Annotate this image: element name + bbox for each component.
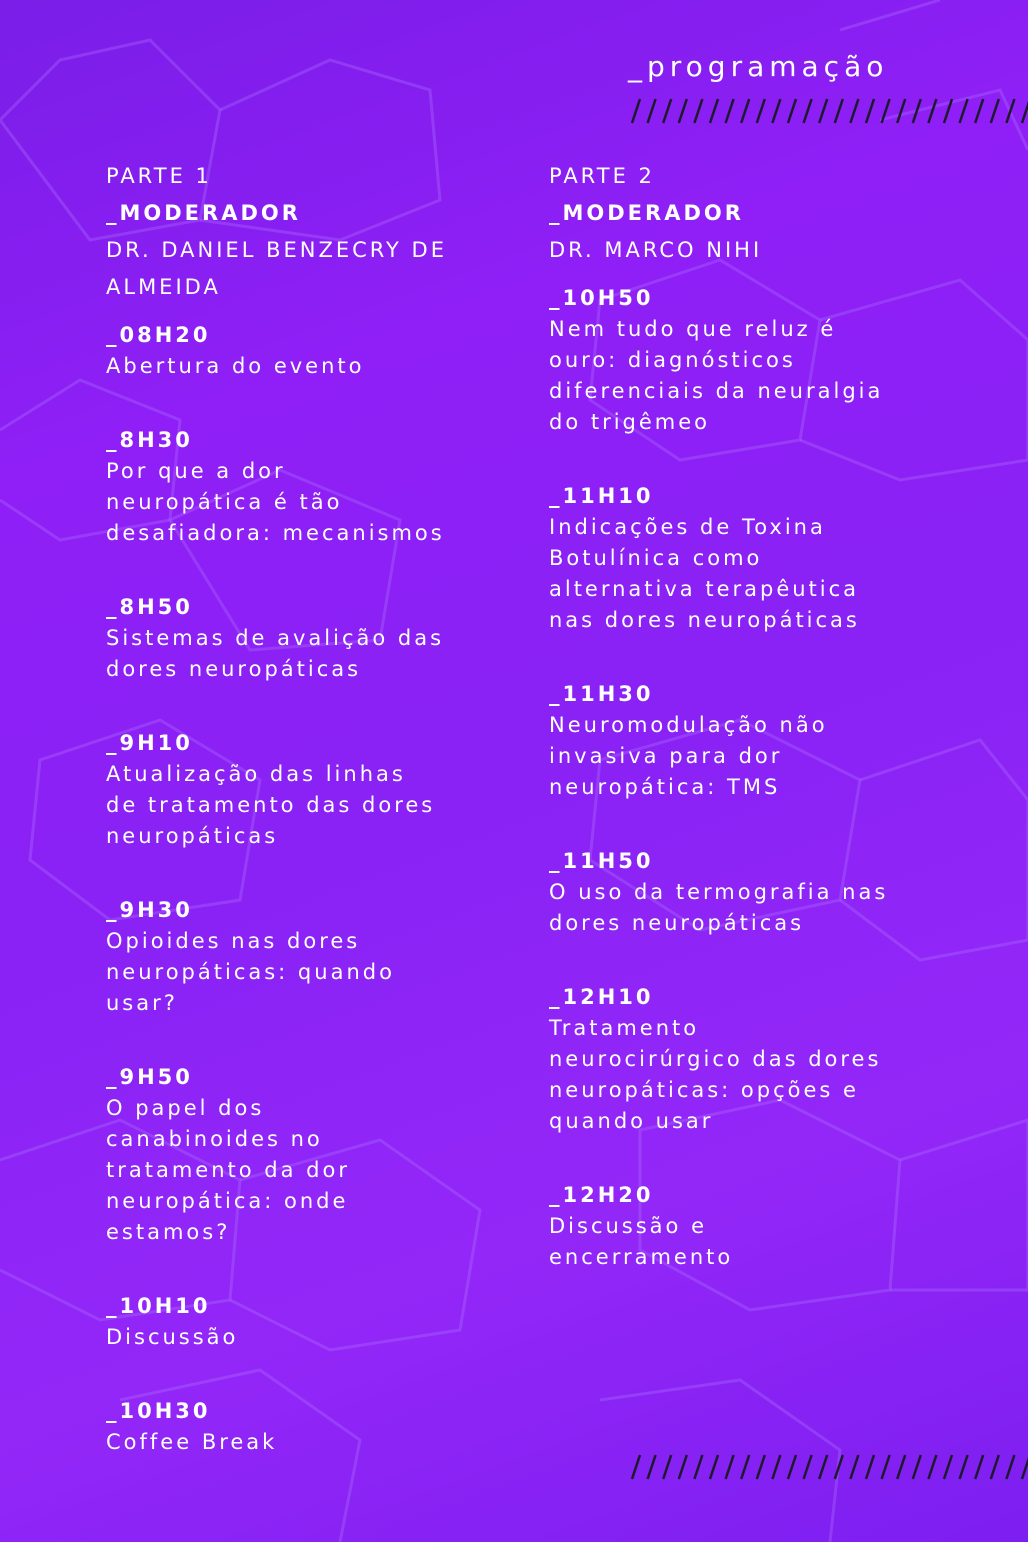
slot-topic-line: alternativa terapêutica — [549, 577, 860, 601]
slash-mark — [632, 1455, 640, 1479]
slot-time: _8H50 — [106, 595, 193, 619]
slash-mark — [788, 1455, 796, 1479]
slash-mark — [741, 99, 749, 123]
slash-mark — [648, 99, 656, 123]
slot-time: _11H10 — [549, 484, 654, 508]
slot-topic-line: Botulínica como — [549, 546, 763, 570]
schedule-list-2 — [549, 283, 949, 1273]
slot-topic-line: Por que a dor — [106, 459, 286, 483]
slash-mark — [1006, 1455, 1014, 1479]
slash-mark — [835, 99, 843, 123]
schedule-slot — [549, 481, 949, 636]
slash-mark — [648, 1455, 656, 1479]
slash-mark — [757, 1455, 765, 1479]
decorative-slashes-top — [628, 96, 1028, 126]
schedule-slot — [106, 1291, 506, 1353]
slot-time: _11H30 — [549, 682, 654, 706]
slash-mark — [866, 1455, 874, 1479]
moderator-name-2: DR. MARCO NIHI — [549, 238, 763, 262]
schedule-slot — [106, 320, 506, 382]
schedule-slot — [549, 846, 949, 939]
slash-mark — [710, 1455, 718, 1479]
slot-time: _08H20 — [106, 323, 211, 347]
slot-topic-line: quando usar — [549, 1109, 714, 1133]
page-title: _programação — [628, 50, 889, 83]
slash-mark — [1006, 99, 1014, 123]
slash-mark — [804, 99, 812, 123]
slot-topic-line: Opioides nas dores — [106, 929, 361, 953]
schedule-slot — [106, 425, 506, 549]
slash-mark — [679, 99, 687, 123]
slash-mark — [944, 1455, 952, 1479]
slash-mark — [850, 1455, 858, 1479]
slot-topic-line: canabinoides no — [106, 1127, 323, 1151]
schedule-slot — [106, 895, 506, 1019]
slash-mark — [772, 1455, 780, 1479]
slot-topic-line: tratamento da dor — [106, 1158, 350, 1182]
slot-topic-line: Coffee Break — [106, 1430, 278, 1454]
slot-topic-line: O uso da termografia nas — [549, 880, 889, 904]
slot-topic-line: encerramento — [549, 1245, 734, 1269]
slot-topic-line: neuropáticas: opções e — [549, 1078, 859, 1102]
moderator-name-1-line-1: DR. DANIEL BENZECRY DE — [106, 238, 447, 262]
slot-time: _9H10 — [106, 731, 193, 755]
slash-mark — [913, 1455, 921, 1479]
slash-mark — [663, 99, 671, 123]
slot-topic-line: Discussão e — [549, 1214, 707, 1238]
schedule-slot — [549, 982, 949, 1137]
slash-mark — [944, 99, 952, 123]
slot-topic-line: Atualização das linhas — [106, 762, 406, 786]
slash-mark — [741, 1455, 749, 1479]
slash-mark — [882, 99, 890, 123]
slot-topic-line: diferenciais da neuralgia — [549, 379, 884, 403]
slash-mark — [928, 99, 936, 123]
slot-topic-line: estamos? — [106, 1220, 231, 1244]
schedule-slot — [549, 283, 949, 438]
slot-time: _12H20 — [549, 1183, 654, 1207]
slot-topic-line: do trigêmeo — [549, 410, 711, 434]
slot-topic-line: neuropática: onde — [106, 1189, 349, 1213]
slot-time: _8H30 — [106, 428, 193, 452]
schedule-slot — [106, 1062, 506, 1248]
parte-2-column — [549, 158, 949, 1273]
slash-mark — [960, 1455, 968, 1479]
slash-mark — [663, 1455, 671, 1479]
slash-mark — [819, 99, 827, 123]
slash-mark — [913, 99, 921, 123]
slash-mark — [991, 99, 999, 123]
slot-topic-line: Sistemas de avalição das — [106, 626, 445, 650]
schedule-slot — [106, 1396, 506, 1458]
slot-topic-line: dores neuropáticas — [106, 657, 362, 681]
slot-topic-line: desafiadora: mecanismos — [106, 521, 445, 545]
slot-topic-line: Tratamento — [549, 1016, 700, 1040]
moderator-label-1: _MODERADOR — [106, 201, 301, 225]
parte-1-column — [106, 158, 506, 1458]
slot-topic-line: neurocirúrgico das dores — [549, 1047, 882, 1071]
schedule-slot — [106, 728, 506, 852]
slash-mark — [975, 1455, 983, 1479]
schedule-slot — [549, 1180, 949, 1273]
slash-mark — [772, 99, 780, 123]
slash-mark — [991, 1455, 999, 1479]
slot-topic-line: dores neuropáticas — [549, 911, 805, 935]
part-1-label: PARTE 1 — [106, 164, 212, 188]
slash-mark — [866, 99, 874, 123]
slot-topic-line: de tratamento das dores — [106, 793, 436, 817]
decorative-slashes-bottom — [628, 1452, 1028, 1482]
slash-mark — [804, 1455, 812, 1479]
slash-mark — [928, 1455, 936, 1479]
slot-topic-line: Indicações de Toxina — [549, 515, 826, 539]
slot-topic-line: ouro: diagnósticos — [549, 348, 796, 372]
slot-topic-line: neuropáticas: quando — [106, 960, 395, 984]
moderator-name-1-line-2: ALMEIDA — [106, 275, 221, 299]
slot-topic-line: neuropáticas — [106, 824, 279, 848]
slot-topic-line: Abertura do evento — [106, 354, 365, 378]
schedule-slot — [106, 592, 506, 685]
slot-time: _9H50 — [106, 1065, 193, 1089]
slot-topic-line: neuropática: TMS — [549, 775, 781, 799]
slash-mark — [694, 99, 702, 123]
slot-time: _9H30 — [106, 898, 193, 922]
slash-mark — [1022, 99, 1028, 123]
slot-time: _11H50 — [549, 849, 654, 873]
slot-time: _12H10 — [549, 985, 654, 1009]
slot-topic-line: nas dores neuropáticas — [549, 608, 860, 632]
slash-mark — [632, 99, 640, 123]
slash-mark — [679, 1455, 687, 1479]
moderator-label-2: _MODERADOR — [549, 201, 744, 225]
slot-topic-line: Nem tudo que reluz é — [549, 317, 837, 341]
slot-topic-line: Discussão — [106, 1325, 239, 1349]
slash-mark — [850, 99, 858, 123]
slash-mark — [710, 99, 718, 123]
schedule-slot — [549, 679, 949, 803]
slot-topic-line: invasiva para dor — [549, 744, 783, 768]
slot-time: _10H10 — [106, 1294, 211, 1318]
slash-mark — [757, 99, 765, 123]
slash-mark — [788, 99, 796, 123]
slot-topic-line: neuropática é tão — [106, 490, 343, 514]
slash-mark — [882, 1455, 890, 1479]
slash-mark — [694, 1455, 702, 1479]
slot-time: _10H50 — [549, 286, 654, 310]
part-2-label: PARTE 2 — [549, 164, 655, 188]
slash-mark — [726, 99, 734, 123]
slot-time: _10H30 — [106, 1399, 211, 1423]
slash-mark — [819, 1455, 827, 1479]
slash-mark — [1022, 1455, 1028, 1479]
slash-mark — [975, 99, 983, 123]
slot-topic-line: usar? — [106, 991, 178, 1015]
slash-mark — [960, 99, 968, 123]
slot-topic-line: Neuromodulação não — [549, 713, 828, 737]
slash-mark — [897, 1455, 905, 1479]
schedule-list-1 — [106, 320, 506, 1458]
slash-mark — [726, 1455, 734, 1479]
slash-mark — [897, 99, 905, 123]
slash-mark — [835, 1455, 843, 1479]
slot-topic-line: O papel dos — [106, 1096, 265, 1120]
